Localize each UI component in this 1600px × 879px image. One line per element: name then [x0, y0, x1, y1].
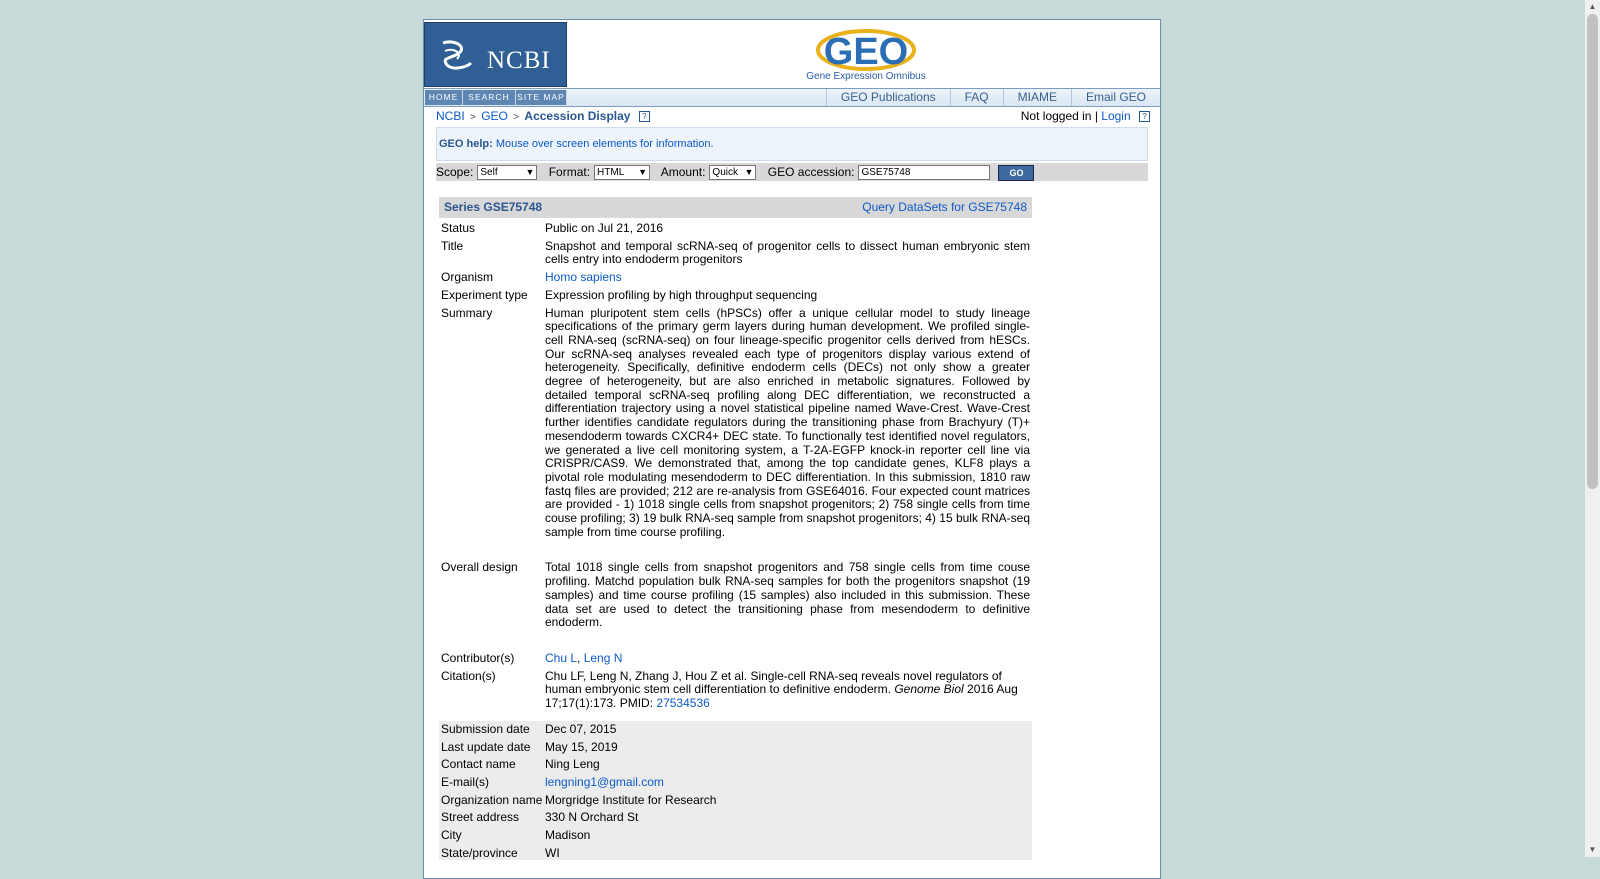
table-row — [439, 811, 1032, 825]
row-label: Contributor(s) — [441, 650, 515, 665]
geo-subtitle: Gene Expression Omnibus — [806, 71, 926, 82]
geo-help-box — [436, 127, 1148, 161]
nav-miame-link[interactable]: MIAME — [1003, 89, 1071, 106]
row-label: Submission date — [441, 721, 530, 736]
nav-links — [826, 89, 1160, 106]
table-row — [439, 741, 1032, 755]
row-value: Morgridge Institute for Research — [545, 792, 717, 807]
ncbi-logo-text: NCBI — [487, 47, 551, 74]
row-value: Snapshot and temporal scRNA-seq of progenitor cells to dissect human embryonic stem cells entry into endoderm progenitors — [545, 238, 1030, 267]
citation-date: 2016 Aug 17;17(1):173. PMID: — [545, 682, 1018, 711]
table-row — [439, 561, 1032, 630]
row-value: Expression profiling by high throughput sequencing — [545, 287, 818, 302]
row-label: Status — [441, 221, 476, 235]
citation-body: Chu LF, Leng N, Zhang J, Hou Z et al. Single-cell RNA-seq reveals novel regulators of human embryonic stem cell differentiation to definitive endoderm. — [545, 668, 1002, 697]
amount-select[interactable] — [709, 165, 756, 180]
series-header — [439, 197, 1032, 218]
geo-logo-text: GEO — [823, 31, 909, 73]
scrollbar[interactable] — [1585, 0, 1600, 857]
row-label: Last update date — [441, 739, 531, 754]
breadcrumb-separator: > — [470, 112, 476, 123]
geo-help-text: Mouse over screen elements for information. — [495, 138, 714, 150]
table-row — [439, 794, 1032, 808]
table-row — [439, 721, 1032, 737]
row-label: Overall design — [441, 560, 518, 575]
chevron-down-icon: ▼ — [525, 167, 535, 178]
row-label: Contact name — [441, 757, 516, 772]
nav-home-button[interactable]: HOME — [425, 90, 463, 105]
breadcrumb — [436, 109, 650, 123]
row-value: WI — [545, 845, 560, 860]
accession-input[interactable]: GSE75748 — [858, 165, 990, 180]
format-select[interactable] — [594, 165, 650, 180]
table-row — [439, 776, 1032, 790]
contributor-link[interactable]: Leng N — [583, 650, 623, 665]
row-label: E-mail(s) — [441, 774, 489, 789]
breadcrumb-geo-link[interactable]: GEO — [481, 109, 508, 123]
nav-search-button[interactable]: SEARCH — [463, 90, 516, 105]
amount-label: Amount: — [660, 165, 706, 179]
row-label: City — [441, 828, 462, 843]
login-area — [1021, 109, 1150, 123]
row-label: Title — [441, 238, 464, 253]
table-row — [439, 307, 1032, 540]
nav-sitemap-button[interactable]: SITE MAP — [516, 90, 567, 105]
help-icon[interactable]: ? — [1139, 111, 1150, 122]
amount-value: Quick — [712, 167, 738, 179]
scrollbar-thumb[interactable] — [1587, 14, 1598, 489]
geo-logo-icon — [806, 28, 926, 74]
chevron-down-icon: ▼ — [744, 167, 754, 178]
table-row — [439, 271, 1032, 285]
scrollbar-up-arrow[interactable]: ▲ — [1588, 2, 1597, 11]
breadcrumb-separator: > — [513, 112, 520, 123]
chevron-down-icon: ▼ — [638, 167, 648, 178]
go-button[interactable]: GO — [998, 165, 1034, 181]
row-label: State/province — [441, 845, 518, 860]
row-value: 330 N Orchard St — [545, 810, 639, 825]
row-label: Citation(s) — [441, 668, 496, 683]
row-value: Chu L, Leng N — [545, 650, 623, 665]
table-row — [439, 829, 1032, 843]
table-row — [439, 670, 1032, 711]
query-datasets-link[interactable]: Query DataSets for GSE75748 — [862, 200, 1027, 214]
breadcrumb-current: Accession Display — [524, 109, 631, 123]
table-row — [439, 289, 1032, 303]
table-row — [439, 758, 1032, 772]
email-link[interactable]: lengning1@gmail.com — [545, 774, 664, 789]
citation-text — [545, 670, 1030, 711]
login-status: Not logged in | — [1020, 109, 1098, 123]
help-icon[interactable]: ? — [639, 111, 650, 122]
row-value: Madison — [545, 828, 591, 843]
series-title: Series GSE75748 — [444, 200, 543, 214]
row-value: Ning Leng — [545, 757, 600, 772]
row-label: Organism — [441, 270, 494, 285]
accession-label: GEO accession: — [767, 165, 855, 179]
submission-info-block — [439, 721, 1032, 861]
table-row — [439, 222, 1032, 236]
organism-link[interactable]: Homo sapiens — [545, 270, 622, 285]
table-row — [439, 847, 1032, 861]
page-container — [423, 19, 1161, 879]
nav-bar — [424, 88, 1160, 107]
geo-logo[interactable] — [796, 28, 936, 88]
breadcrumb-ncbi-link[interactable]: NCBI — [436, 109, 465, 123]
pmid-link[interactable]: 27534536 — [656, 696, 710, 711]
nav-geo-publications-link[interactable]: GEO Publications — [826, 89, 950, 106]
ncbi-logo[interactable] — [424, 22, 567, 87]
row-label: Summary — [441, 305, 493, 320]
row-label: Experiment type — [441, 287, 528, 302]
scope-value: Self — [480, 167, 498, 179]
citation-journal: Genome Biol — [894, 682, 964, 697]
row-value: Dec 07, 2015 — [545, 721, 617, 736]
nav-email-geo-link[interactable]: Email GEO — [1071, 89, 1160, 106]
summary-text: Human pluripotent stem cells (hPSCs) offer a unique cellular model to study lineage specifications of the primary germ layers during human development. We profiled single-cell RNA-seq (scRNA-seq) on four lineage-specific progenitor cells derived from hESCs. Our scRNA-seq analyses revealed each type of progenitors display various extend of heterogeneity. Specifically, definitive endoderm cells (DECs) not only show a greater degree of heterogeneity, but are also enriched in metabolic signatures. Followed by detailed temporal scRNA-seq profiling along DEC differentiation, we reconstructed a differentiation trajectory using a novel statistical pipeline named Wave-Crest. Wave-Crest further identifies candidate regulators during the transitioning phase from Brachyury (T)+ mesendoderm towards CXCR4+ DEC state. To functionally test identified novel regulators, we generated a live cell monitoring system, a T-2A-EGFP knock-in reporter cell line via CRISPR/CAS9. We demonstrated that, among the top candidate genes, KLF8 plays a pivotal role modulating mesendoderm to DEC differentiation. In this submission, 1810 raw fastq files are provided; 212 are re-analysis from GSE64016. Four expected count matrices are provided - 1) 1018 single cells from snapshot progenitors; 2) 758 single cells from time couse profiling; 3) 19 bulk RNA-seq sample from snapshot progenitors; 4) 15 bulk RNA-seq sample from time course profiling. — [545, 305, 1030, 539]
row-label: Organization name — [441, 792, 543, 807]
ncbi-helix-icon — [437, 37, 477, 75]
scope-label: Scope: — [436, 165, 474, 179]
table-row — [439, 652, 1032, 666]
format-label: Format: — [548, 165, 591, 179]
contributor-link[interactable]: Chu L — [545, 650, 578, 665]
row-value: Public on Jul 21, 2016 — [545, 221, 664, 235]
format-value: HTML — [597, 167, 625, 179]
row-value: May 15, 2019 — [545, 739, 618, 754]
accession-form — [436, 163, 1148, 181]
scrollbar-down-arrow[interactable]: ▼ — [1588, 845, 1597, 854]
nav-faq-link[interactable]: FAQ — [950, 89, 1003, 106]
login-link[interactable]: Login — [1101, 109, 1131, 123]
table-row — [439, 240, 1032, 267]
scope-select[interactable] — [477, 165, 537, 180]
geo-help-label: GEO help: — [439, 138, 493, 150]
row-label: Street address — [441, 810, 520, 825]
overall-design-text: Total 1018 single cells from snapshot progenitors and 758 single cells from time couse profiling. Matchd population bulk RNA-seq samples for both the progenitors snapshot (19 samples) and time course profiling (15 samples) also included in this submission. These data set are used to detect the transitioning phase from mesendoderm to definitive endoderm. — [545, 560, 1030, 630]
series-table — [439, 197, 1032, 860]
